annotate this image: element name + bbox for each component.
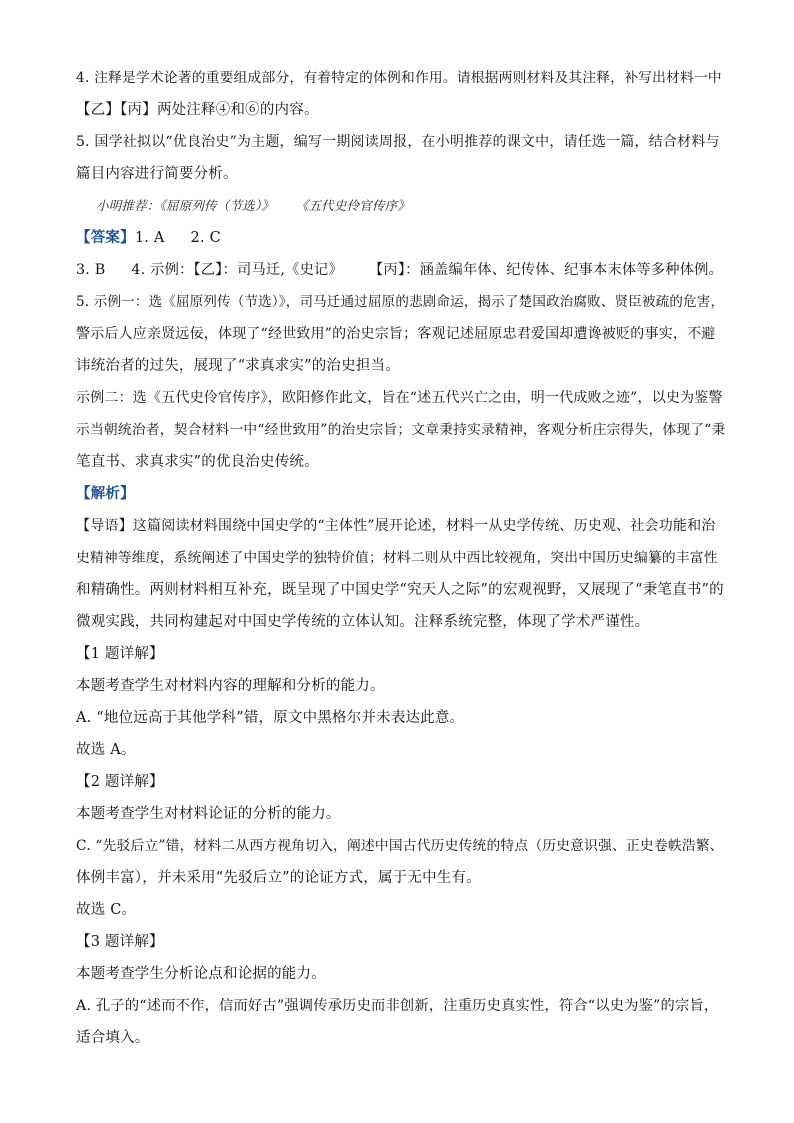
example-2-line-3: 笔直书、求真求实”的优良治史传统。 — [76, 454, 319, 470]
example-1-line-2: 警示后人应亲贤远佞，体现了“经世致用”的治史宗旨；客观记述屈原忠君爱国却遭谗被贬的事实，不避 — [76, 326, 716, 342]
detail-2-line-2: C. “先驳后立”错，材料二从西方视角切入，阐述中国古代历史传统的特点（历史意识强、正史卷帙浩繁、 — [76, 838, 724, 854]
answer-4-bing: 【丙】：涵盖编年体、纪传体、纪事本末体等多种体例。 — [368, 262, 724, 278]
recommendation-prefix: 小明推荐： — [96, 198, 160, 213]
recommendation-item-2: 《五代史伶官传序》 — [302, 198, 411, 213]
answer-3: 3. B — [76, 262, 106, 278]
detail-1-line-1: 本题考查学生对材料内容的理解和分析的能力。 — [76, 678, 385, 694]
analysis-line — [76, 478, 726, 510]
detail-2-line-4: 故选 C。 — [76, 902, 137, 918]
detail-3-line-2: A. 孔子的“述而不作，信而好古”强调传承历史而非创新，注重历史真实性，符合“以史为鉴”的宗旨， — [76, 998, 719, 1014]
recommendation-line — [76, 190, 726, 222]
detail-1-heading: 【1 题详解】 — [76, 646, 164, 662]
question-5-line-2: 篇目内容进行简要分析。 — [76, 166, 238, 182]
recommendation-item-1: 《屈原列传（节选）》 — [159, 198, 275, 213]
detail-3-heading: 【3 题详解】 — [76, 934, 164, 950]
example-2-line-1: 示例二：选《五代史伶官传序》，欧阳修作此文，旨在“述五代兴亡之由，明一代成败之迹”，以史为鉴警 — [76, 390, 723, 406]
answer-4-label: 4. 示例： — [131, 262, 194, 278]
example-2-line-2: 示当朝统治者，契合材料一中“经世致用”的治史宗旨；文章秉持实录精神，客观分析庄宗得失，体现了“秉 — [76, 422, 726, 438]
example-1-line-1: 5. 示例一：选《屈原列传（节选）》，司马迁通过屈原的悲剧命运，揭示了楚国政治腐败、贤臣被疏的危害， — [76, 294, 725, 310]
question-4-line-2: 【乙】【丙】两处注释④和⑥的内容。 — [76, 102, 319, 118]
detail-2-heading: 【2 题详解】 — [76, 774, 164, 790]
answer-1: 1. A — [134, 230, 165, 246]
answer-line-2 — [76, 254, 726, 286]
detail-3-line-1: 本题考查学生分析论点和论据的能力。 — [76, 966, 326, 982]
detail-1-line-2: A. “地位远高于其他学科”错，原文中黑格尔并未表达此意。 — [76, 710, 465, 726]
question-5-line-1: 5. 国学社拟以“优良治史”为主题，编写一期阅读周报，在小明推荐的课文中，请任选一篇，结合材料与 — [76, 134, 720, 150]
detail-2-line-3: 体例丰富），并未采用“先驳后立”的论证方式，属于无中生有。 — [76, 870, 481, 886]
detail-2-line-1: 本题考查学生对材料论证的分析的能力。 — [76, 806, 341, 822]
detail-3-line-3: 适合填入。 — [76, 1030, 150, 1046]
document-page — [76, 62, 726, 1054]
guide-line-4: 微观实践，共同构建起对中国史学传统的立体认知。注释系统完整，体现了学术严谨性。 — [76, 614, 650, 630]
answer-tag: 【答案】 — [76, 229, 135, 246]
answer-4-yi: 【乙】：司马迁,《史记》 — [193, 262, 343, 278]
example-1-line-3: 讳统治者的过失，展现了“求真求实”的治史担当。 — [76, 358, 400, 374]
answer-2: 2. C — [190, 230, 221, 246]
question-4-line-1: 4. 注释是学术论著的重要组成部分，有着特定的体例和作用。请根据两则材料及其注释，补写出材料一中 — [76, 70, 722, 86]
guide-line-1: 【导语】这篇阅读材料围绕中国史学的“主体性”展开论述，材料一从史学传统、历史观、社会功能和治 — [76, 518, 716, 534]
detail-1-line-3: 故选 A。 — [76, 742, 136, 758]
analysis-tag: 【解析】 — [76, 485, 135, 502]
guide-line-3: 和精确性。两则材料相互补充，既呈现了中国史学“究天人之际”的宏观视野，又展现了“秉笔直书”的 — [76, 582, 724, 598]
answer-line-1 — [76, 222, 726, 254]
guide-line-2: 史精神等维度，系统阐述了中国史学的独特价值；材料二则从中西比较视角，突出中国历史编纂的丰富性 — [76, 550, 718, 566]
